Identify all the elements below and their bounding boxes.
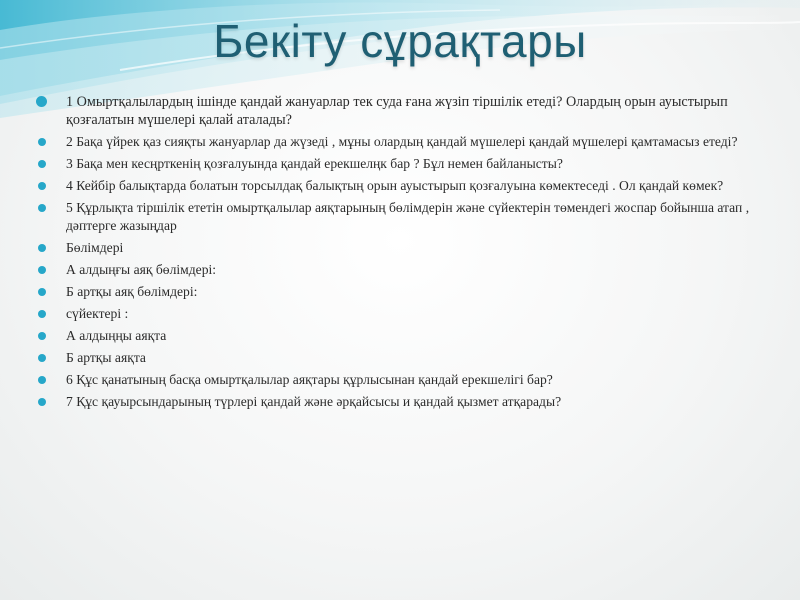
bullet-icon: [38, 398, 46, 406]
list-item-text: А алдыңңы аяқта: [66, 328, 167, 343]
list-item-text: Б артқы аяқта: [66, 350, 146, 365]
list-item-text: 6 Құс қанатының басқа омыртқалылар аяқтары құрлысынан қандай ерекшелігі бар?: [66, 372, 553, 387]
bullet-icon: [36, 96, 47, 107]
slide-title: Бекіту сұрақтары: [213, 15, 587, 67]
bullet-icon: [38, 332, 46, 340]
list-item-text: Бөлімдері: [66, 240, 124, 255]
list-item: [36, 93, 766, 129]
list-item-text: Б артқы аяқ бөлімдері:: [66, 284, 198, 299]
list-item: [36, 371, 766, 389]
list-item: [36, 327, 766, 345]
list-item: [36, 177, 766, 195]
bullet-icon: [38, 376, 46, 384]
list-item: [36, 239, 766, 257]
bullet-icon: [38, 182, 46, 190]
list-item-text: 5 Құрлықта тіршілік ететін омыртқалылар аяқтарының бөлімдерін және сүйектерін төмендегі жоспар бойынша атап , дәптерге жазыңдар: [66, 200, 750, 233]
bullet-icon: [38, 310, 46, 318]
list-item-text: 2 Бақа үйрек қаз сияқты жануарлар да жүзеді , мұны олардың қандай мүшелері қандай мүшелері қамтамасыз етеді?: [66, 134, 738, 149]
list-item: [36, 349, 766, 367]
bullet-icon: [38, 160, 46, 168]
bullet-icon: [38, 138, 46, 146]
list-item-text: 7 Құс қауырсындарының түрлері қандай және әрқайсысы и қандай қызмет атқарады?: [66, 394, 562, 409]
list-item: [36, 393, 766, 411]
list-item-text: 1 Омыртқалылардың ішінде қандай жануарлар тек суда ғана жүзіп тіршілік етеді? Олардың орын ауыстырып қозғалатын мүшелері қалай аталады?: [66, 94, 728, 128]
list-item: [36, 133, 766, 151]
list-item: [36, 283, 766, 301]
list-item-text: А алдыңғы аяқ бөлімдері:: [66, 262, 217, 277]
list-item: [36, 261, 766, 279]
bullet-icon: [38, 354, 46, 362]
question-list: [36, 93, 766, 415]
bullet-icon: [38, 266, 46, 274]
list-item-text: сүйектері :: [66, 306, 129, 321]
bullet-icon: [38, 244, 46, 252]
bullet-icon: [38, 204, 46, 212]
list-item-text: 4 Кейбір балықтарда болатын торсылдақ балықтың орын ауыстырып қозғалуына көмектеседі . Ол қандай көмек?: [66, 178, 724, 193]
list-item: [36, 155, 766, 173]
list-item: [36, 305, 766, 323]
list-item-text: 3 Бақа мен кесңрткенің қозғалуында қандай ерекшелңк бар ? Бұл немен байланысты?: [66, 156, 563, 171]
bullet-icon: [38, 288, 46, 296]
list-item: [36, 199, 766, 235]
